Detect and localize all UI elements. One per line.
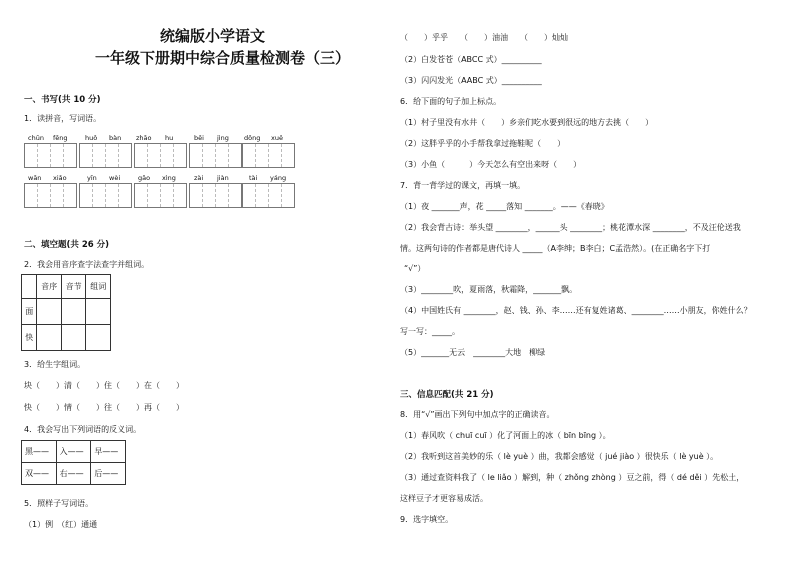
pinyin-label: jiàn: [217, 174, 229, 182]
question-8-item-2: （2）我听到这首美妙的乐（ lè yuè ）曲，我都会感觉（ jué jiào ）很快乐（ lè yuè ）。: [400, 452, 719, 461]
answer-cell[interactable]: [86, 325, 111, 351]
pinyin-label: yīn: [87, 174, 97, 182]
pinyin-label: fēng: [53, 134, 68, 142]
question-2: 2．我会用音序查字法查字并组词。: [24, 260, 150, 269]
answer-cell[interactable]: [86, 299, 111, 325]
pinyin-label: xìng: [162, 174, 176, 182]
writing-grid[interactable]: [79, 183, 132, 208]
pinyin-label: zhāo: [136, 134, 152, 142]
answer-cell[interactable]: [61, 299, 86, 325]
writing-grid[interactable]: [242, 143, 295, 168]
question-7-item-3: （3）________吹，夏雨落，秋霜降，_______飘。: [400, 285, 578, 294]
question-3-line-1: 块（ ）清（ ）住（ ）在（ ）: [24, 381, 184, 390]
question-1: 1．读拼音，写词语。: [24, 114, 102, 123]
question-8: 8．用“√”画出下列句中加点字的正确读音。: [400, 410, 555, 419]
question-3-line-2: 快（ ）情（ ）往（ ）再（ ）: [24, 403, 184, 412]
question-5: 5．照样子写词语。: [24, 499, 94, 508]
question-4: 4．我会写出下列词语的反义词。: [24, 425, 142, 434]
writing-grid[interactable]: [24, 183, 77, 208]
pinyin-label: zài: [194, 174, 204, 182]
pinyin-label: xiǎo: [53, 174, 67, 182]
question-5-item-3: （3）闪闪发光（AABC 式）__________: [400, 76, 542, 85]
pinyin-label: bàn: [109, 134, 122, 142]
pinyin-label: dōng: [244, 134, 261, 142]
question-5-line-1-cont: （ ）乎乎 （ ）油油 （ ）灿灿: [400, 33, 568, 42]
section-3-heading: 三、信息匹配(共 21 分): [400, 390, 494, 400]
table-header-cell: 音序: [37, 275, 62, 299]
question-8-item-3a: （3）通过查资料我了（ le liǎo ）解到，种（ zhǒng zhòng ）豆之前，得（ dé děi ）先松土，: [400, 473, 745, 482]
lookup-table: [21, 274, 111, 351]
antonym-cell[interactable]: 后——: [91, 463, 126, 485]
question-6-item-1: （1）村子里没有水井（ ）乡亲们吃水要到很远的地方去挑（ ）: [400, 118, 654, 127]
table-header-cell: 音节: [61, 275, 86, 299]
question-7-item-2a: （2）我会背古诗：举头望 ________，______头 ________；桃花潭水深 ________，不及汪伦送我: [400, 223, 741, 232]
question-7-item-1: （1）夜 _______声，花 _____落知 _______。——《春晓》: [400, 202, 609, 211]
pinyin-label: bēi: [194, 134, 204, 142]
question-5-item-2: （2）白发苍苍（ABCC 式）__________: [400, 55, 542, 64]
pinyin-label: wèi: [109, 174, 121, 182]
antonym-cell[interactable]: 入——: [56, 441, 91, 463]
question-9: 9．选字填空。: [400, 515, 454, 524]
question-7-item-2b: 情。这两句诗的作者都是唐代诗人 _____（A李绅；B李白；C孟浩然）。(在正确名字下打: [400, 244, 711, 253]
writing-grid[interactable]: [189, 143, 242, 168]
pinyin-label: jìng: [217, 134, 229, 142]
question-6: 6．给下面的句子加上标点。: [400, 97, 502, 106]
question-7-item-2c: “√”）: [404, 264, 426, 273]
pinyin-label: hu: [165, 134, 174, 142]
writing-grid[interactable]: [134, 143, 187, 168]
pinyin-label: yáng: [270, 174, 287, 182]
table-row-label: 快: [22, 325, 37, 351]
question-7: 7．背一背学过的课文，再填一填。: [400, 181, 526, 190]
writing-grid[interactable]: [189, 183, 242, 208]
pinyin-label: gāo: [138, 174, 151, 182]
writing-grid[interactable]: [24, 143, 77, 168]
question-7-item-5: （5）_______无云 ________大地 柳绿: [400, 348, 546, 357]
table-header-cell: 组词: [86, 275, 111, 299]
pinyin-label: huǒ: [85, 134, 98, 142]
pinyin-label: wān: [28, 174, 42, 182]
question-5-example: （1）例 （红）通通: [24, 520, 98, 529]
title-line-2: 一年级下册期中综合质量检测卷（三）: [95, 49, 351, 67]
answer-cell[interactable]: [37, 325, 62, 351]
writing-grid[interactable]: [79, 143, 132, 168]
pinyin-label: tài: [249, 174, 258, 182]
section-2-heading: 二、填空题(共 26 分): [24, 240, 110, 250]
antonym-cell[interactable]: 右——: [56, 463, 91, 485]
question-7-item-4a: （4）中国姓氏有 ________，赵、钱、孙、李……还有复姓诸葛、________……小朋友，你姓什么？: [400, 306, 752, 315]
title-line-1: 统编版小学语文: [160, 27, 266, 45]
question-8-item-1: （1）春风吹（ chuī cuī ）化了河面上的冰（ bīn bīng ）。: [400, 431, 611, 440]
question-7-item-4b: 写一写：_____。: [400, 327, 460, 336]
answer-cell[interactable]: [37, 299, 62, 325]
antonym-cell[interactable]: 双——: [22, 463, 57, 485]
question-3: 3．给生字组词。: [24, 360, 86, 369]
pinyin-label: chūn: [28, 134, 44, 142]
answer-cell[interactable]: [61, 325, 86, 351]
writing-grid[interactable]: [242, 183, 295, 208]
question-6-item-3: （3）小鱼（ ）今天怎么有空出来呀（ ）: [400, 160, 582, 169]
antonym-cell[interactable]: 黑——: [22, 441, 57, 463]
pinyin-label: xuě: [271, 134, 283, 142]
section-1-heading: 一、书写(共 10 分): [24, 95, 101, 105]
question-8-item-3b: 这样豆子才更容易成活。: [400, 494, 488, 503]
antonym-table: [21, 440, 126, 485]
question-6-item-2: （2）这胖乎乎的小手帮我拿过拖鞋呢（ ）: [400, 139, 566, 148]
table-row-label: 面: [22, 299, 37, 325]
writing-grid[interactable]: [134, 183, 187, 208]
table-header-cell: [22, 275, 37, 299]
antonym-cell[interactable]: 早——: [91, 441, 126, 463]
